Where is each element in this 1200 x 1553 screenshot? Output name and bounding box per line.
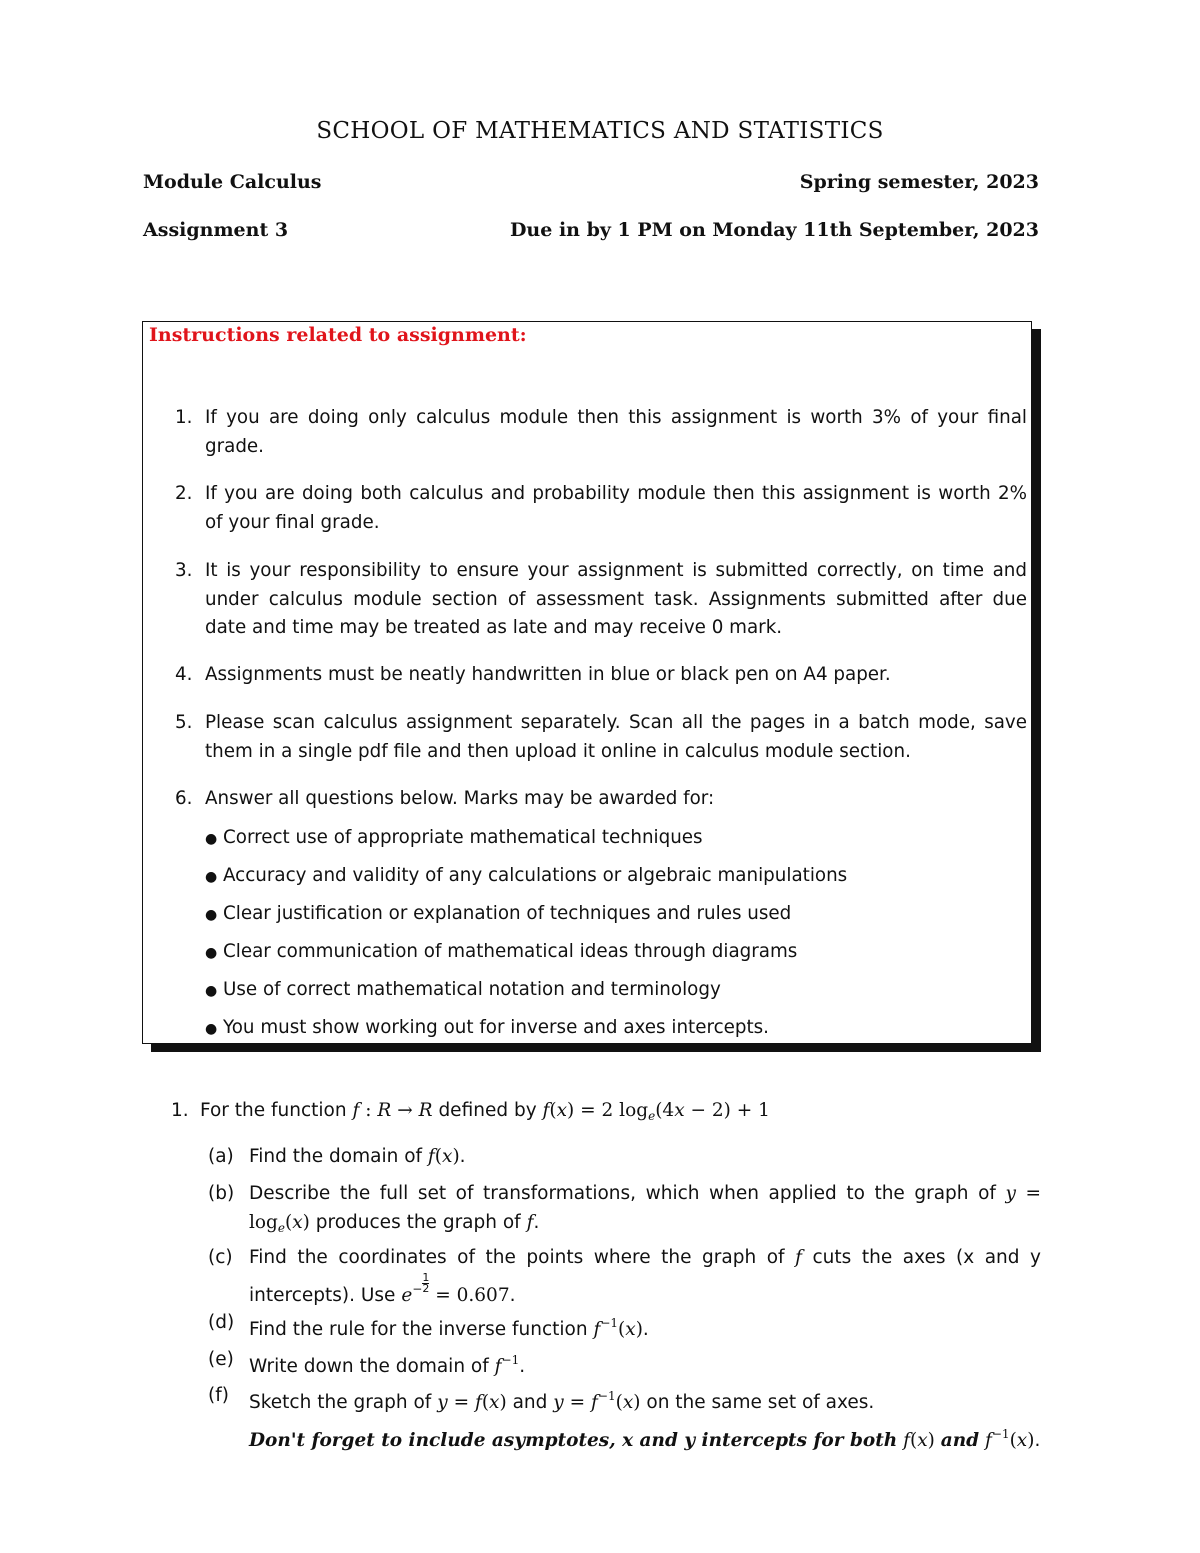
criterion-text: Clear communication of mathematical ideas through diagrams xyxy=(223,941,798,962)
given-value: 0.607 xyxy=(456,1284,510,1306)
instruction-text: Please scan calculus assignment separately. Scan all the pages in a batch mode, save them in a single pdf file and then upload it online in calculus module section. xyxy=(205,712,1027,762)
part-label: (c) xyxy=(208,1247,233,1268)
part-label: (f) xyxy=(208,1385,229,1406)
marking-criterion xyxy=(205,862,847,891)
part-text-continued: cuts the axes (x and y intercepts). Use xyxy=(249,1247,1041,1306)
bullet-icon: ● xyxy=(205,831,218,847)
marking-criterion xyxy=(205,976,721,1005)
part-text-continued: on the same set of axes. xyxy=(646,1392,875,1413)
part-f: Sketch the graph of y = f(x) and $y = f^{-1}(x)$ on the same set of axes. xyxy=(249,1389,875,1413)
instruction-text: Assignments must be neatly handwritten in blue or black pen on A4 paper. xyxy=(205,664,891,685)
part-f-note: Don't forget to include asymptotes, x and y intercepts for both f(x) and $f^{-1}(x)$. xyxy=(249,1427,1041,1451)
part-a: Find the domain of f(x). xyxy=(249,1146,466,1167)
note-text: Don't forget to include asymptotes, x and y intercepts for both xyxy=(249,1430,898,1451)
instruction-text: Answer all questions below. Marks may be awarded for: xyxy=(205,788,715,809)
part-d: Find the rule for the inverse function $f^{-1}(x)$. xyxy=(249,1316,649,1340)
bullet-icon: ● xyxy=(205,983,218,999)
part-label: (b) xyxy=(208,1183,235,1204)
assignment-number: Assignment 3 xyxy=(143,219,289,241)
marking-criterion xyxy=(205,824,703,853)
instruction-number: 6. xyxy=(175,788,193,809)
part-e: Write down the domain of $f^{-1}$. xyxy=(249,1353,526,1377)
instructions-title: Instructions related to assignment: xyxy=(149,324,527,346)
instruction-number: 5. xyxy=(175,712,193,733)
part-text: Find the rule for the inverse function xyxy=(249,1319,588,1340)
criterion-text: Clear justification or explanation of techniques and rules used xyxy=(223,903,792,924)
semester: Spring semester, 2023 xyxy=(799,171,1039,193)
part-text: Sketch the graph of xyxy=(249,1392,432,1413)
bullet-icon: ● xyxy=(205,907,218,923)
part-and: and xyxy=(512,1392,548,1413)
question-intro: For the function xyxy=(200,1100,347,1121)
marking-criterion xyxy=(205,1014,769,1043)
instruction-text: It is your responsibility to ensure your assignment is submitted correctly, on time and under calculus module section of assessment task. Assignments submitted after due date and time may be treated as late and may receive 0 mark. xyxy=(205,560,1027,638)
bullet-icon: ● xyxy=(205,945,218,961)
criterion-text: You must show working out for inverse and axes intercepts. xyxy=(223,1017,769,1038)
part-label: (e) xyxy=(208,1349,234,1370)
part-text: Find the coordinates of the points where the graph of xyxy=(249,1247,785,1268)
due-date: Due in by 1 PM on Monday 11th September, 2023 xyxy=(509,219,1039,241)
part-c: Find the coordinates of the points where the graph of f cuts the axes (x and y intercepts). Use e− $\frac{1}{2}$ = 0.607. xyxy=(249,1247,1041,1306)
criterion-text: Use of correct mathematical notation and terminology xyxy=(223,979,721,1000)
instruction-number: 1. xyxy=(175,407,193,428)
part-label: (a) xyxy=(208,1146,234,1167)
module-name: Module Calculus xyxy=(143,171,322,193)
part-text: Describe the full set of transformations, which when applied to the graph of xyxy=(249,1183,996,1204)
criterion-text: Correct use of appropriate mathematical techniques xyxy=(223,827,703,848)
note-and: and xyxy=(940,1430,980,1451)
instruction-number: 4. xyxy=(175,664,193,685)
instruction-text: If you are doing only calculus module then this assignment is worth 3% of your final grade. xyxy=(205,407,1027,457)
part-text: Write down the domain of xyxy=(249,1356,489,1377)
instruction-text: If you are doing both calculus and probability module then this assignment is worth 2% of your final grade. xyxy=(205,483,1027,533)
part-label: (d) xyxy=(208,1312,235,1333)
instruction-number: 3. xyxy=(175,560,193,581)
instruction-number: 2. xyxy=(175,483,193,504)
part-b: Describe the full set of transformations, which when applied to the graph of $y = \log_e(x)$ produces the graph of f. xyxy=(249,1183,1041,1235)
criterion-text: Accuracy and validity of any calculations or algebraic manipulations xyxy=(223,865,848,886)
marking-criterion xyxy=(205,900,791,929)
bullet-icon: ● xyxy=(205,1021,218,1037)
instructions-box xyxy=(142,321,1032,1044)
part-text: Find the domain of xyxy=(249,1146,423,1167)
marking-criterion xyxy=(205,938,797,967)
school-title: SCHOOL OF MATHEMATICS AND STATISTICS xyxy=(316,118,884,144)
question-stem: For the function f : R → R defined by f(x) = 2 $\log_e(4x - 2) + 1$ xyxy=(200,1100,770,1123)
question-number: 1. xyxy=(171,1100,189,1121)
question-defined-by: defined by xyxy=(438,1100,537,1121)
bullet-icon: ● xyxy=(205,869,218,885)
part-text-continued: produces the graph of xyxy=(315,1211,521,1233)
